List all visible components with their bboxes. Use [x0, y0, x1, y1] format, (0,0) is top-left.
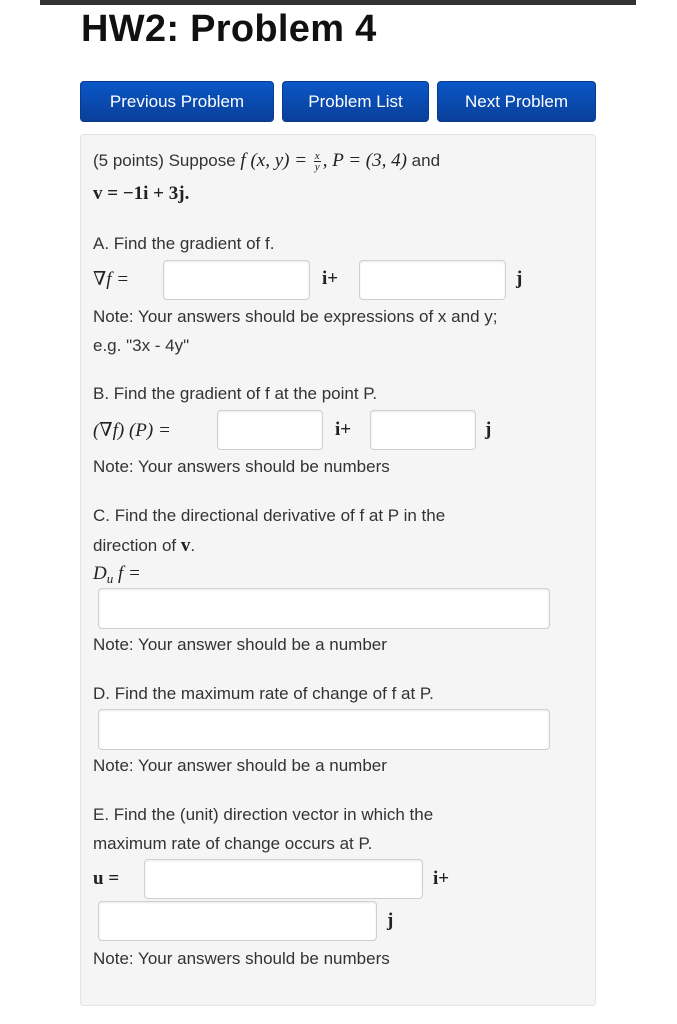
part-c-question-line1: C. Find the directional derivative of f at P in the: [93, 506, 446, 525]
part-b-i-input[interactable]: [217, 410, 323, 450]
part-e-i-input[interactable]: [144, 859, 423, 899]
part-c-note: Note: Your answer should be a number: [93, 635, 387, 654]
part-c-f-equals: f =: [113, 563, 141, 584]
part-c-d-symbol: D: [93, 563, 107, 584]
problem-statement: [93, 150, 440, 172]
part-d-question: D. Find the maximum rate of change of f at P.: [93, 684, 434, 703]
part-c-derivative-label: [93, 563, 141, 587]
part-b-j-label: j: [485, 419, 492, 440]
point-definition: , P = (3, 4): [322, 150, 407, 171]
part-c-answer-input[interactable]: [98, 588, 550, 629]
and-text: and: [406, 151, 441, 170]
part-b-j-input[interactable]: [370, 410, 476, 450]
part-e-question-line1: E. Find the (unit) direction vector in which the: [93, 805, 434, 824]
part-e-note: Note: Your answers should be numbers: [93, 949, 390, 968]
problem-list-button[interactable]: Problem List: [282, 81, 429, 122]
part-b-i-label: i+: [335, 419, 352, 440]
part-e-u-label: u =: [93, 868, 120, 889]
part-a-i-label: i+: [322, 268, 339, 289]
function-definition: f (x, y) =: [240, 150, 312, 171]
page-title: HW2: Problem 4: [81, 8, 377, 50]
previous-problem-button[interactable]: Previous Problem: [80, 81, 274, 122]
part-d-answer-input[interactable]: [98, 709, 550, 750]
fraction-x-over-y: [314, 151, 321, 172]
part-a-gradient-label: ∇f =: [93, 269, 130, 290]
part-e-i-label: i+: [433, 868, 450, 889]
part-b-question: B. Find the gradient of f at the point P.: [93, 384, 378, 403]
part-a-question: A. Find the gradient of f.: [93, 234, 275, 253]
fraction-numerator: x: [314, 150, 320, 163]
part-a-i-input[interactable]: [163, 260, 310, 300]
part-c-question-line2: [93, 535, 195, 557]
vector-definition: v = −1i + 3j.: [93, 183, 190, 204]
intro-text: (5 points) Suppose: [93, 151, 241, 170]
fraction-denominator: y: [314, 161, 320, 174]
part-a-note-line1: Note: Your answers should be expressions of x and y;: [93, 307, 498, 326]
part-e-j-label: j: [387, 910, 394, 931]
part-c-vector-v: v: [180, 535, 191, 556]
part-c-period: .: [190, 536, 196, 555]
part-e-j-input[interactable]: [98, 901, 377, 941]
part-a-j-label: j: [516, 268, 523, 289]
part-a-note-line2: e.g. "3x - 4y": [93, 336, 190, 355]
next-problem-button[interactable]: Next Problem: [437, 81, 596, 122]
part-c-direction-text: direction of: [93, 536, 181, 555]
part-a-j-input[interactable]: [359, 260, 506, 300]
top-rule: [40, 0, 636, 5]
part-d-note: Note: Your answer should be a number: [93, 756, 387, 775]
part-e-question-line2: maximum rate of change occurs at P.: [93, 834, 373, 853]
part-c-u-subscript: u: [106, 571, 114, 586]
part-b-gradient-label: (∇f) (P) =: [93, 420, 171, 441]
part-b-note: Note: Your answers should be numbers: [93, 457, 390, 476]
